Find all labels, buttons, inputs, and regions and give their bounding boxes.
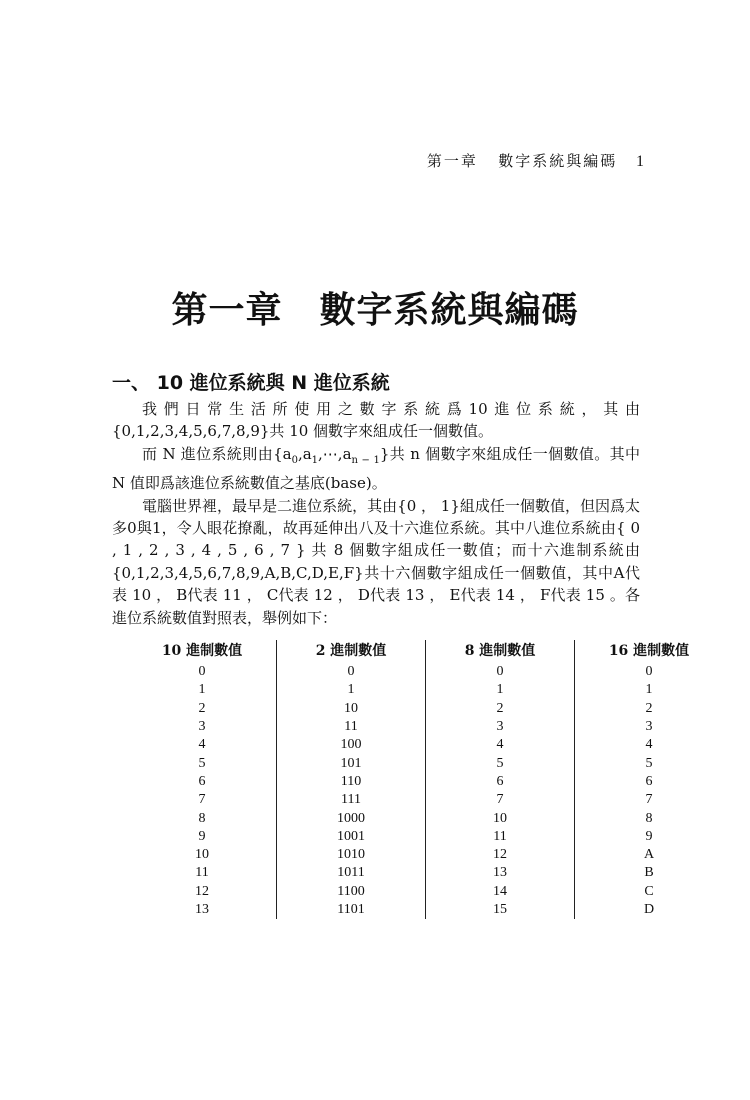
- cell-decimal: 11: [128, 864, 277, 882]
- cell-decimal: 3: [128, 718, 277, 736]
- cell-hex: B: [644, 865, 654, 881]
- running-header: [427, 150, 646, 171]
- table-row: [128, 754, 723, 772]
- cell-hex: 9: [645, 828, 653, 844]
- section-heading: 一、 10 進位系統與 N 進位系統: [112, 372, 390, 394]
- cell-decimal: 8: [128, 809, 277, 827]
- table-row: [128, 681, 723, 699]
- cell-binary: 1: [277, 681, 426, 699]
- cell-hex: 6: [645, 773, 653, 789]
- cell-octal: 7: [426, 791, 575, 809]
- cell-octal: 2: [426, 700, 575, 718]
- cell-octal: 3: [426, 718, 575, 736]
- cell-binary: 11: [277, 718, 426, 736]
- table-row: [128, 828, 723, 846]
- cell-octal: 11: [426, 828, 575, 846]
- cell-hex: 1: [645, 682, 653, 698]
- table-row: [128, 663, 723, 681]
- cell-binary: 110: [277, 773, 426, 791]
- cell-decimal: 1: [128, 681, 277, 699]
- cell-octal: 4: [426, 736, 575, 754]
- cell-binary: 10: [277, 700, 426, 718]
- cell-octal: 15: [426, 901, 575, 919]
- cell-decimal: 7: [128, 791, 277, 809]
- cell-decimal: 6: [128, 773, 277, 791]
- cell-decimal: 4: [128, 736, 277, 754]
- cell-decimal: 2: [128, 700, 277, 718]
- cell-decimal: 13: [128, 901, 277, 919]
- table-row: [128, 901, 723, 919]
- cell-binary: 1011: [277, 864, 426, 882]
- cell-hex: 7: [645, 792, 653, 808]
- cell-binary: 0: [277, 663, 426, 681]
- cell-binary: 1100: [277, 883, 426, 901]
- cell-decimal: 5: [128, 754, 277, 772]
- table-row: [128, 700, 723, 718]
- table-row: [128, 883, 723, 901]
- cell-binary: 1001: [277, 828, 426, 846]
- cell-binary: 1010: [277, 846, 426, 864]
- body-text: [112, 398, 640, 629]
- cell-binary: 100: [277, 736, 426, 754]
- cell-hex: D: [643, 902, 655, 917]
- cell-binary: 1101: [277, 901, 426, 919]
- cell-octal: 12: [426, 846, 575, 864]
- header-octal: 8 進制數值: [426, 640, 575, 663]
- cell-octal: 14: [426, 883, 575, 901]
- table-row: [128, 846, 723, 864]
- table-header-row: [128, 640, 723, 663]
- cell-binary: 101: [277, 754, 426, 772]
- cell-decimal: 10: [128, 846, 277, 864]
- cell-decimal: 12: [128, 883, 277, 901]
- cell-hex: C: [644, 883, 654, 899]
- header-binary: 2 進制數值: [277, 640, 426, 663]
- cell-octal: 5: [426, 754, 575, 772]
- table-body: [128, 663, 723, 919]
- table-row: [128, 864, 723, 882]
- header-chapter: 第一章: [426, 152, 478, 170]
- header-title: 數字系統與編碼: [498, 152, 618, 170]
- header-hex: 16 進制數值: [608, 643, 690, 659]
- cell-binary: 1000: [277, 809, 426, 827]
- cell-hex: 2: [645, 700, 653, 716]
- cell-octal: 10: [426, 809, 575, 827]
- table-row: [128, 809, 723, 827]
- table-row: [128, 773, 723, 791]
- header-decimal: 10 進制數值: [128, 640, 277, 663]
- cell-hex: 4: [645, 737, 653, 753]
- cell-hex: A: [643, 847, 655, 863]
- chapter-title: 第一章 數字系統與編碼: [171, 290, 579, 331]
- table-row: [128, 736, 723, 754]
- cell-binary: 111: [277, 791, 426, 809]
- cell-hex: 5: [645, 755, 653, 771]
- paragraph-n-base: 而 N 進位系統則由$\{a_0,a_1,\cdots,a_{n - 1}\}$共 n 個數字來組成任一個數值。其中 N 值即爲該進位系統數值之基底(base)。: [112, 444, 640, 493]
- table-row: [128, 791, 723, 809]
- cell-octal: 0: [426, 663, 575, 681]
- cell-hex: 8: [645, 810, 653, 826]
- base-conversion-table: [128, 640, 723, 919]
- paragraph-binary-octal-hex: 電腦世界裡，最早是二進位系統，其由{0 ， 1}組成任一個數值，但因爲太多0與1，令人眼花撩亂，故再延伸出八及十六進位系統。其中八進位系統由{ 0 , 1 , 2 , 3 , 4 , 5 , 6 , 7 } 共 8 個數字組成任一數值；而十六進制系統由{0,1,2,3,4,5,6,7,8,9,A,B,C,D,E,F}共十六個數字組成任一個數值，其中A代表 10 ， B代表 11 ， C代表 12 ， D代表 13 ， E代表 14 ， F代表 15 。各進位系統數值對照表，舉例如下：: [112, 496, 640, 627]
- cell-hex: 3: [645, 719, 653, 735]
- page-number: 1: [636, 153, 646, 170]
- cell-octal: 6: [426, 773, 575, 791]
- cell-decimal: 0: [128, 663, 277, 681]
- paragraph-decimal: 我們日常生活所使用之數字系統爲10進位系統，其由{0,1,2,3,4,5,6,7,8,9}共 10 個數字來組成任一個數值。: [112, 400, 640, 441]
- cell-octal: 1: [426, 681, 575, 699]
- table-row: [128, 718, 723, 736]
- cell-decimal: 9: [128, 828, 277, 846]
- cell-octal: 13: [426, 864, 575, 882]
- cell-hex: 0: [645, 664, 653, 680]
